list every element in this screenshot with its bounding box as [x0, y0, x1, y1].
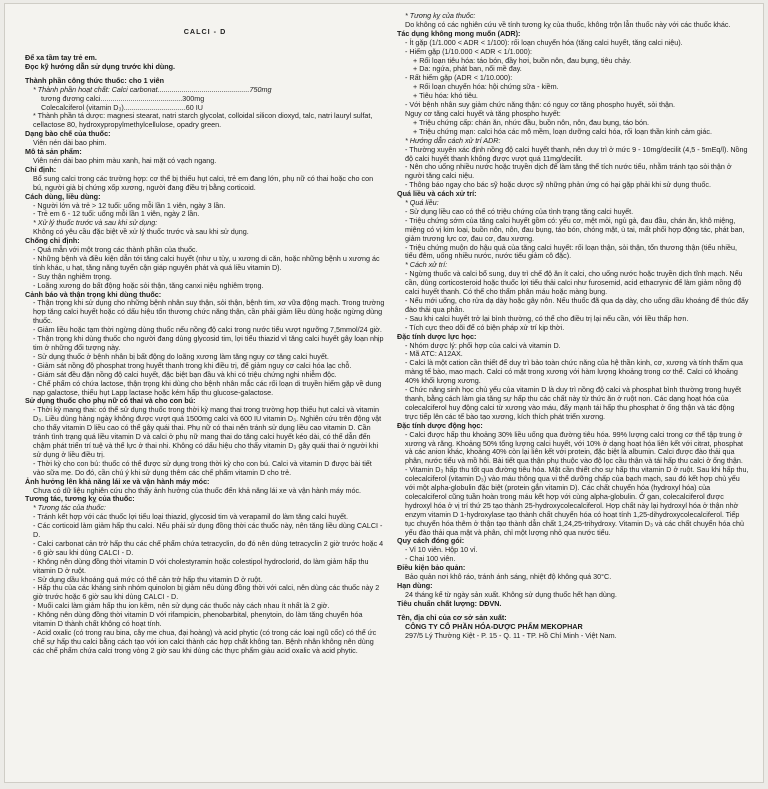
leaflet-paragraph: + Triệu chứng cấp: chán ăn, nhức đầu, buồn nôn, nôn, đau bụng, táo bón.	[413, 117, 650, 127]
leaflet-paragraph: - Tích cực theo dõi để có biện pháp xử trí kịp thời.	[405, 322, 565, 332]
section-heading: Cách dùng, liều dùng:	[25, 191, 101, 201]
leaflet-paragraph: - Vitamin D₃ hấp thu tốt qua đường tiêu hóa. Mật cần thiết cho sự hấp thu vitamin D ở ruột. Sau khi hấp thu, colecalciferol (vitamin D₃) vào máu thông qua vi thể dưỡng chấp của bạch mạch, sau đó kết hợp chủ yếu với một alpha-globulin đặc biệt (protein gắn vitamin D). Các chất chuyển hóa (hydroxyl hóa) của colecalciferol cũng tuần hoàn trong máu kết hợp với cùng alpha-globulin. Ở gan, colecalciferol được hydroxyl hóa ở vị trí thứ 25 tạo thành 25-hydroxycolecalciferol. Hợp chất này lại hydroxyl hóa ở thận nhờ enzym vitamin D 1-hydroxylase tạo thành chất chuyển hóa có hoạt tính 1,25-dihydroxycolecalciferol. Tiếp tục chuyển hóa thêm ở thận tạo thành dẫn chất 1,24,25-trihydroxy. Vitamin D₃ và các chất chuyển hóa chủ yếu đào thải qua mật và phân, chỉ một lượng nhỏ qua nước tiểu.	[405, 465, 749, 537]
leaflet-paragraph: - Calci được hấp thu khoảng 30% liều uống qua đường tiêu hóa. 99% lượng calci trong cơ thể tập trung ở xương và răng. Khoảng 50% tổng lượng calci huyết, với 10% ở dạng hoạt hóa liên kết với citrat, phosphat và các anion khác, khoảng 40% còn lại liên kết với protein, đặc biệt là albumin. Calci được đào thải qua phân, nước tiểu và mồ hôi. Bài tiết qua thận phụ thuộc vào độ lọc cầu thận và tái hấp thu calci ở ống thận.	[405, 429, 744, 466]
leaflet-paragraph: - Giảm liều hoặc tạm thời ngừng dùng thuốc nếu nồng độ calci trong nước tiểu vượt ngưỡng 7,5mmol/24 giờ.	[33, 325, 382, 335]
leaflet-paragraph: Viên nén dài bao phim.	[33, 138, 107, 148]
leaflet-paragraph: - Giám sát đều đặn nồng độ calci huyết, đặc biệt bạn đầu và khi có triệu chứng nghi nhiễm độc.	[33, 369, 337, 379]
leaflet-paragraph: - Những bệnh và điều kiện dẫn tới tăng calci huyết (như u tủy, u xương di căn, hoặc những bệnh u xương ác tính khác, u hạt, tăng năng tuyến cận giáp nguyên phát và quá liều vitamin D).	[33, 253, 380, 272]
leaflet-paragraph: - Mã ATC: A12AX.	[405, 349, 463, 359]
leaflet-paragraph: - Triệu chứng muộn do hậu quả của tăng calci huyết: rối loạn thận, sỏi thận, tổn thương thận (tiểu nhiều, tiểu đêm, uống nhiều nước, nước tiểu giảm cô đặc).	[405, 242, 737, 261]
leaflet-paragraph: - Thận trọng khi dùng thuốc cho người đang dùng glycosid tim, lợi tiểu thiazid vì tăng calci huyết gây loạn nhịp tim ở những đối tượng này.	[33, 334, 384, 352]
leaflet-paragraph: - Ít gặp (1/1.000 < ADR < 1/100): rối loạn chuyển hóa (tăng calci huyết, tăng calci niệu).	[405, 37, 683, 47]
leaflet-paragraph: 24 tháng kể từ ngày sản xuất. Không sử dụng thuốc hết hạn dùng.	[405, 589, 617, 599]
leaflet-paragraph: - Sử dụng thuốc ở bệnh nhân bị bất động do loãng xương làm tăng nguy cơ tăng calci huyết.	[33, 351, 329, 361]
leaflet-paragraph: - Loãng xương do bất động hoặc sỏi thận, tăng canxi niệu nghiêm trọng.	[33, 280, 264, 290]
leaflet-paragraph: - Nhóm dược lý: phối hợp của calci và vitamin D.	[405, 340, 561, 350]
leaflet-paragraph: * Tương tác của thuốc:	[33, 503, 106, 513]
leaflet-paragraph: - Suy thận nghiêm trọng.	[33, 271, 112, 281]
section-heading: Quá liều và cách xử trí:	[397, 189, 477, 199]
leaflet-paragraph: CÔNG TY CỔ PHẦN HÓA-DƯỢC PHẨM MEKOPHAR	[405, 621, 583, 631]
leaflet-paragraph: - Chế phẩm có chứa lactose, thận trọng khi dùng cho bệnh nhân mắc các rối loạn di truyền hiếm gặp về dung nạp galactose, thiếu hụt Lapp lactase hoặc kém hấp thu glucose-galactose.	[33, 378, 382, 397]
leaflet-paragraph: - Sử dụng liều cao có thể có triệu chứng của tình trạng tăng calci huyết.	[405, 206, 634, 216]
leaflet-paragraph: Colecalciferol (vitamin D₃)...............................60 IU	[41, 102, 203, 112]
leaflet-paragraph: - Trẻ em 6 - 12 tuổi: uống mỗi lần 1 viên, ngày 2 lần.	[33, 209, 200, 219]
section-heading: Cảnh báo và thận trọng khi dùng thuốc:	[25, 289, 162, 299]
leaflet-paragraph: Chưa có dữ liệu nghiên cứu cho thấy ảnh hưởng của thuốc đến khả năng lái xe và vận hành máy móc.	[33, 485, 362, 495]
leaflet-paragraph: Để xa tầm tay trẻ em.	[25, 53, 97, 62]
section-heading: Tương tác, tương kỵ của thuốc:	[25, 494, 135, 504]
leaflet-paragraph: + Triệu chứng mạn: calci hóa các mô mềm, loạn dưỡng calci hóa, rối loạn thần kinh cảm giác.	[413, 126, 712, 136]
leaflet-paragraph: * Quá liều:	[405, 198, 439, 208]
leaflet-paragraph: - Không nên dùng đồng thời vitamin D với rifampicin, phenobarbital, phenytoin, do làm tăng chuyển hóa vitamin D thành chất không có hoạt tính.	[33, 610, 363, 629]
leaflet-paragraph: - Các corticoid làm giảm hấp thu calci. Nếu phải sử dụng đồng thời các thuốc này, nên tăng liều dùng CALCI - D.	[33, 521, 383, 540]
leaflet-paragraph: - Calci là một cation cần thiết để duy trì bảo toàn chức năng của hệ thần kinh, cơ, xương và tính thấm qua màng tế bào, mao mạch. Calci có mặt trong xương với hàm lượng khoảng trong cơ thể. Calci có khoảng 40% khối lượng xương.	[405, 358, 743, 386]
leaflet-paragraph: Viên nén dài bao phim màu xanh, hai mặt có vạch ngang.	[33, 155, 217, 165]
leaflet-paragraph: - Chai 100 viên.	[405, 554, 456, 564]
leaflet-paragraph: - Sau khi calci huyết trở lại bình thường, có thể cho điều trị lại nếu cần, với liều thấp hơn.	[405, 313, 689, 323]
section-heading: Tác dụng không mong muốn (ADR):	[397, 28, 521, 38]
leaflet-paragraph: - Với bệnh nhân suy giảm chức năng thận: có nguy cơ tăng phospho huyết, sỏi thận.	[405, 100, 675, 110]
leaflet-paragraph: - Muối calci làm giảm hấp thu ion kẽm, nên sử dụng các thuốc này cách nhau ít nhất là 2 giờ.	[33, 601, 330, 611]
leaflet-paragraph: * Thành phần hoạt chất: Calci carbonat..............................................750mg	[33, 84, 272, 94]
leaflet-paragraph: Không có yêu cầu đặc biệt về xử lý thuốc trước và sau khi sử dụng.	[33, 227, 249, 237]
leaflet-paragraph: - Triệu chứng sớm của tăng calci huyết gồm có: yếu cơ, mệt mỏi, ngủ gà, đau đầu, chán ăn, khô miệng, miệng có vị kim loại, buồn nôn, nôn, đau bụng, táo bón, chóng mặt, ù tai, mất phối hợp động tác, phát ban, giảm trương lực cơ, đau cơ, đau xương.	[405, 215, 745, 243]
leaflet-paragraph: - Thường xuyên xác định nồng độ calci huyết thanh, nên duy trì ở mức 9 - 10mg/decilit (4,5 - 5mEq/l). Nồng độ calci huyết thanh không được vượt quá 11mg/decilit.	[405, 144, 748, 163]
section-heading: Tiêu chuẩn chất lượng: DĐVN.	[397, 598, 502, 608]
leaflet-paragraph: 297/5 Lý Thường Kiệt - P. 15 - Q. 11 - TP. Hồ Chí Minh - Việt Nam.	[405, 630, 617, 640]
section-heading: Chống chỉ định:	[25, 236, 80, 246]
document-title: CALCI - D	[183, 27, 227, 36]
leaflet-page	[4, 3, 764, 783]
leaflet-paragraph: - Quá mẫn với một trong các thành phần của thuốc.	[33, 245, 198, 255]
leaflet-paragraph: Bổ sung calci trong các trường hợp: cơ thể bị thiếu hụt calci, trẻ em đang lớn, phụ nữ có thai hoặc cho con bú, người già bị chứng xốp xương, người đang điều trị bằng corticoid.	[33, 173, 374, 192]
section-heading: Dạng bào chế của thuốc:	[25, 129, 111, 139]
leaflet-paragraph: Bảo quản nơi khô ráo, tránh ánh sáng, nhiệt độ không quá 30°C.	[405, 572, 612, 582]
leaflet-paragraph: * Thành phần tá dược: magnesi stearat, natri starch glycolat, colloidal silicon dioxyd, talc, natri lauryl sulfat, cellactose 80, hydroxypropylmethylcellulose, opadry green.	[33, 111, 373, 130]
leaflet-paragraph: - Thận trọng khi sử dụng cho những bệnh nhân suy thận, sỏi thận, bệnh tim, xơ vữa động mạch. Trong trường hợp tăng calci huyết hoặc có dấu hiệu tổn thương chức năng thận, cần phải giảm liều dùng hoặc ngừng dùng thuốc.	[33, 298, 385, 326]
leaflet-paragraph: - Người lớn và trẻ > 12 tuổi: uống mỗi lần 1 viên, ngày 3 lần.	[33, 200, 226, 210]
leaflet-paragraph: - Tránh kết hợp với các thuốc lợi tiểu loại thiazid, glycosid tim và verapamil do làm tăng calci huyết.	[33, 512, 348, 522]
leaflet-paragraph: * Xử lý thuốc trước và sau khi sử dụng:	[33, 218, 158, 228]
left-column	[25, 12, 385, 656]
leaflet-paragraph: - Sử dụng dầu khoáng quá mức có thể cản trở hấp thu vitamin D ở ruột.	[33, 574, 263, 584]
leaflet-paragraph: - Chức năng sinh học chủ yếu của vitamin D là duy trì nồng độ calci và phosphat bình thường trong huyết thanh, bằng cách làm gia tăng sự hấp thu các chất này từ thức ăn ở ruột non. Các dạng hoạt hóa của colecalciferol huy động calci từ xương vào máu, đẩy mạnh tái hấp thu phosphat ở ống thận và tác động trực tiếp lên các tế bào tạo xương, kích thích phát triển xương.	[405, 385, 741, 421]
section-heading: Mô tả sản phẩm:	[25, 147, 82, 157]
leaflet-paragraph: + Rối loạn tiêu hóa: táo bón, đầy hơi, buồn nôn, đau bụng, tiêu chảy.	[413, 55, 632, 65]
leaflet-paragraph: - Không nên dùng đồng thời vitamin D với cholestyramin hoặc colestipol hydroclorid, do làm giảm hấp thu vitamin D ở ruột.	[33, 556, 369, 575]
leaflet-paragraph: - Calci carbonat cản trở hấp thu các chế phẩm chứa tetracyclin, do đó nên dùng tetracyclin 2 giờ trước hoặc 4 - 6 giờ sau khi dùng CALCI - D.	[33, 538, 384, 557]
section-heading: Đặc tính dược động học:	[397, 420, 483, 430]
leaflet-paragraph: - Hấp thu của các kháng sinh nhóm quinolon bị giảm nếu dùng đồng thời với calci, nên dùng các thuốc này 2 giờ trước hoặc 6 giờ sau khi dùng CALCI - D.	[33, 583, 380, 602]
leaflet-paragraph: - Nếu mới uống, cho rửa dạ dày hoặc gây nôn. Nếu thuốc đã qua dạ dày, cho uống dầu khoáng để thúc đẩy đào thải qua phân.	[405, 296, 749, 314]
leaflet-paragraph: - Vỉ 10 viên. Hộp 10 vỉ.	[405, 545, 478, 555]
leaflet-paragraph: - Thời kỳ mang thai: có thể sử dụng thuốc trong thời kỳ mang thai trong trường hợp thiếu hụt calci và vitamin D₃. Liều dùng hàng ngày không được vượt quá 1500mg calci và 600 IU vitamin D₃. Nghiên cứu trên động vật cho thấy vitamin D liều cao có thể gây quái thai. Phụ nữ có thai nên tránh sử dụng liều cao vitamin D. Cần tránh tình trạng quá liều vitamin D và calci ở phụ nữ mang thai do tăng calci huyết kéo dài, có thể dẫn đến chậm phát triển trí tuệ và thể lực ở thai nhi. Không có dấu hiệu cho thấy vitamin D₃ gây quái thai ở người khi sử dụng ở liều điều trị.	[33, 405, 382, 459]
section-heading: Sử dụng thuốc cho phụ nữ có thai và cho con bú:	[25, 396, 196, 406]
section-heading: Đặc tính dược lực học:	[397, 331, 477, 341]
leaflet-paragraph: + Rối loạn chuyển hóa: hội chứng sữa - kiềm.	[413, 82, 559, 92]
leaflet-paragraph: - Thông báo ngay cho bác sỹ hoặc dược sỹ những phản ứng có hại gặp phải khi sử dụng thuốc.	[405, 180, 711, 190]
leaflet-paragraph: + Tiêu hóa: khó tiêu.	[413, 91, 478, 101]
leaflet-paragraph: * Tương kỵ của thuốc:	[405, 12, 476, 20]
leaflet-paragraph: - Giảm sát nồng độ phosphat trong huyết thanh trong khi điều trị, để giảm nguy cơ calci hóa lạc chỗ.	[33, 360, 352, 370]
section-heading: Ảnh hưởng lên khả năng lái xe và vận hành máy móc:	[25, 476, 210, 486]
section-heading: Tên, địa chỉ của cơ sở sản xuất:	[397, 612, 507, 622]
leaflet-paragraph: - Nên cho uống nhiều nước hoặc truyền dịch để làm tăng thể tích nước tiểu, nhằm tránh tạo sỏi thận ở người tăng calci niệu.	[405, 162, 732, 181]
section-heading: Hạn dùng:	[397, 581, 433, 590]
leaflet-paragraph: * Cách xử trí:	[405, 260, 448, 270]
leaflet-paragraph: * Hướng dẫn cách xử trí ADR:	[405, 135, 501, 145]
leaflet-paragraph: - Rất hiếm gặp (ADR < 1/10.000):	[405, 73, 513, 83]
leaflet-paragraph: - Ngừng thuốc và calci bổ sung, duy trì chế độ ăn ít calci, cho uống nước hoặc truyền dịch tĩnh mạch. Nếu cần, dùng corticosteroid hoặc thuốc lợi tiểu thải calci như furosemid, acid ethacrynic để làm giảm nồng độ calci huyết thanh. Có thể cho thẩm phân máu hoặc màng bụng.	[405, 269, 743, 297]
leaflet-paragraph: Nguy cơ tăng calci huyết và tăng phospho huyết:	[405, 108, 561, 118]
leaflet-paragraph: Đọc kỹ hướng dẫn sử dụng trước khi dùng.	[25, 61, 176, 71]
leaflet-paragraph: tương đương calci.........................................300mg	[41, 93, 205, 103]
leaflet-paragraph: Do không có các nghiên cứu về tính tương kỵ của thuốc, không trộn lẫn thuốc này với các thuốc khác.	[405, 19, 731, 29]
section-heading: Thành phần công thức thuốc: cho 1 viên	[25, 75, 164, 85]
leaflet-paragraph: + Da: ngứa, phát ban, nổi mề đay.	[413, 64, 522, 74]
leaflet-paragraph: - Acid oxalic (có trong rau bina, cây me chua, đại hoàng) và acid phytic (có trong các loại ngũ cốc) có thể ức chế sự hấp thu calci bằng cách tạo với ion calci thành các hợp chất không tan. Bệnh nhân không nên dùng các chế phẩm chứa calci trong vòng 2 giờ sau khi dùng các thực phẩm giàu acid oxalic và acid phytic.	[33, 628, 377, 655]
leaflet-paragraph: - Thời kỳ cho con bú: thuốc có thể được sử dụng trong thời kỳ cho con bú. Calci và vitamin D được bài tiết vào sữa mẹ. Do đó, cần chú ý khi sử dụng thêm các chế phẩm vitamin D cho trẻ.	[33, 458, 372, 477]
section-heading: Chỉ định:	[25, 164, 57, 174]
section-heading: Điều kiện bảo quản:	[397, 563, 466, 573]
section-heading: Quy cách đóng gói:	[397, 536, 465, 546]
right-column	[397, 12, 749, 640]
leaflet-paragraph: - Hiếm gặp (1/10.000 < ADR < 1/1.000):	[405, 46, 533, 56]
